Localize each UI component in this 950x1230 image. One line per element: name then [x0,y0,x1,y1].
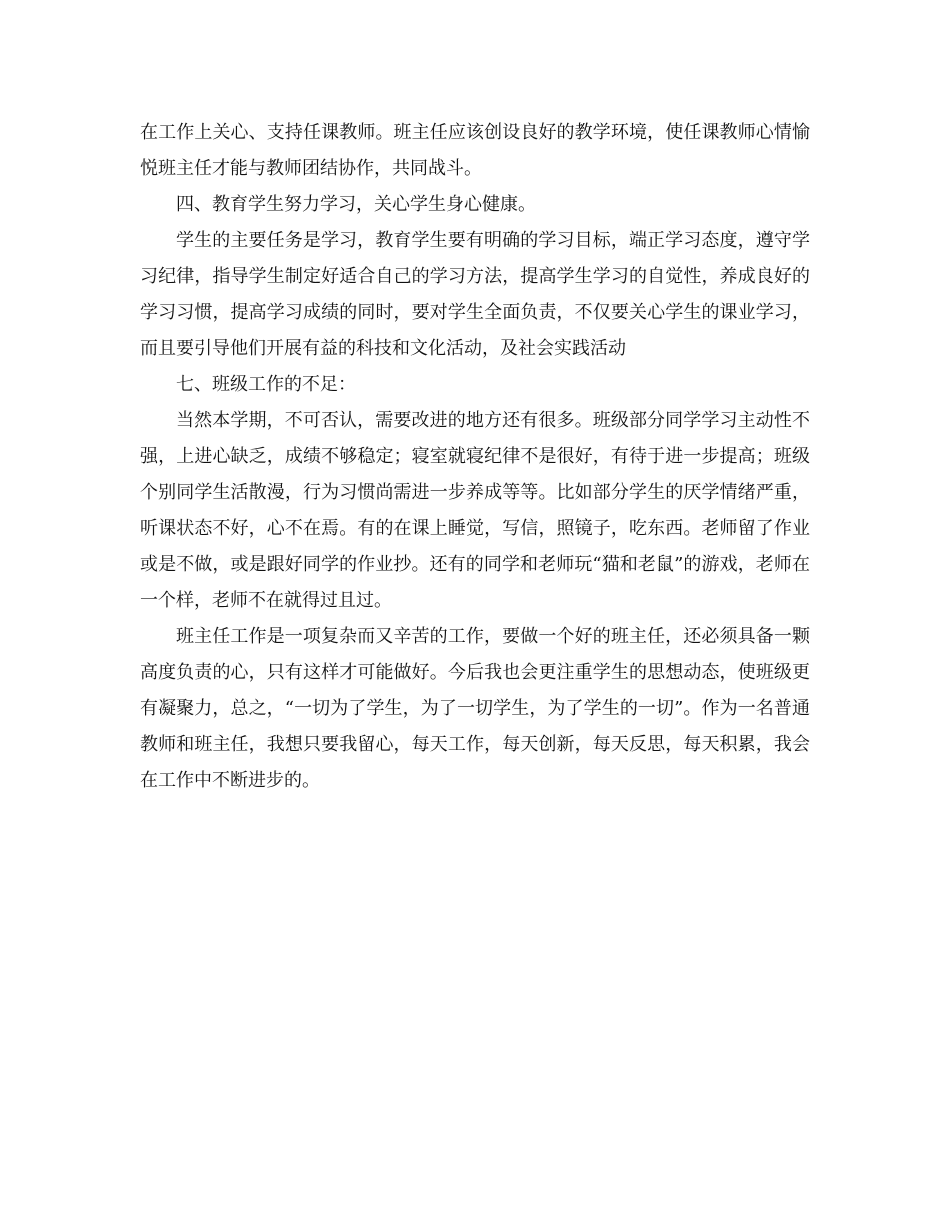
section-heading-seven: 七、班级工作的不足： [176,374,356,395]
paragraph-shortcomings: 当然本学期，不可否认，需要改进的地方还有很多。班级部分同学学习主动性不强，上进心缺乏，成绩不够稳定；寝室就寝纪律不是很好，有待于进一步提高；班级个别同学生活散漫，行为习惯尚需进一步养成等等。比如部分学生的厌学情绪严重，听课状态不好，心不在焉。有的在课上睡觉，写信，照镜子，吃东西。老师留了作业或是不做，或是跟好同学的作业抄。还有的同学和老师玩“猫和老鼠”的游戏，老师在一个样，老师不在就得过且过。 [140,410,810,611]
paragraph-continuation: 在工作上关心、支持任课教师。班主任应该创设良好的教学环境，使任课教师心情愉悦班主任才能与教师团结协作，共同战斗。 [140,122,810,179]
document-body [140,115,810,799]
paragraph-conclusion: 班主任工作是一项复杂而又辛苦的工作，要做一个好的班主任，还必须具备一颗高度负责的心，只有这样才可能做好。今后我也会更注重学生的思想动态，使班级更有凝聚力，总之，“一切为了学生，为了一切学生，为了学生的一切”。作为一名普通教师和班主任，我想只要我留心，每天工作，每天创新，每天反思，每天积累，我会在工作中不断进步的。 [140,626,810,791]
section-heading-four: 四、教育学生努力学习，关心学生身心健康。 [176,194,536,215]
paragraph-study: 学生的主要任务是学习，教育学生要有明确的学习目标，端正学习态度，遵守学习纪律，指导学生制定好适合自己的学习方法，提高学生学习的自觉性，养成良好的学习习惯，提高学习成绩的同时，要对学生全面负责，不仅要关心学生的课业学习，而且要引导他们开展有益的科技和文化活动，及社会实践活动 [140,230,810,359]
